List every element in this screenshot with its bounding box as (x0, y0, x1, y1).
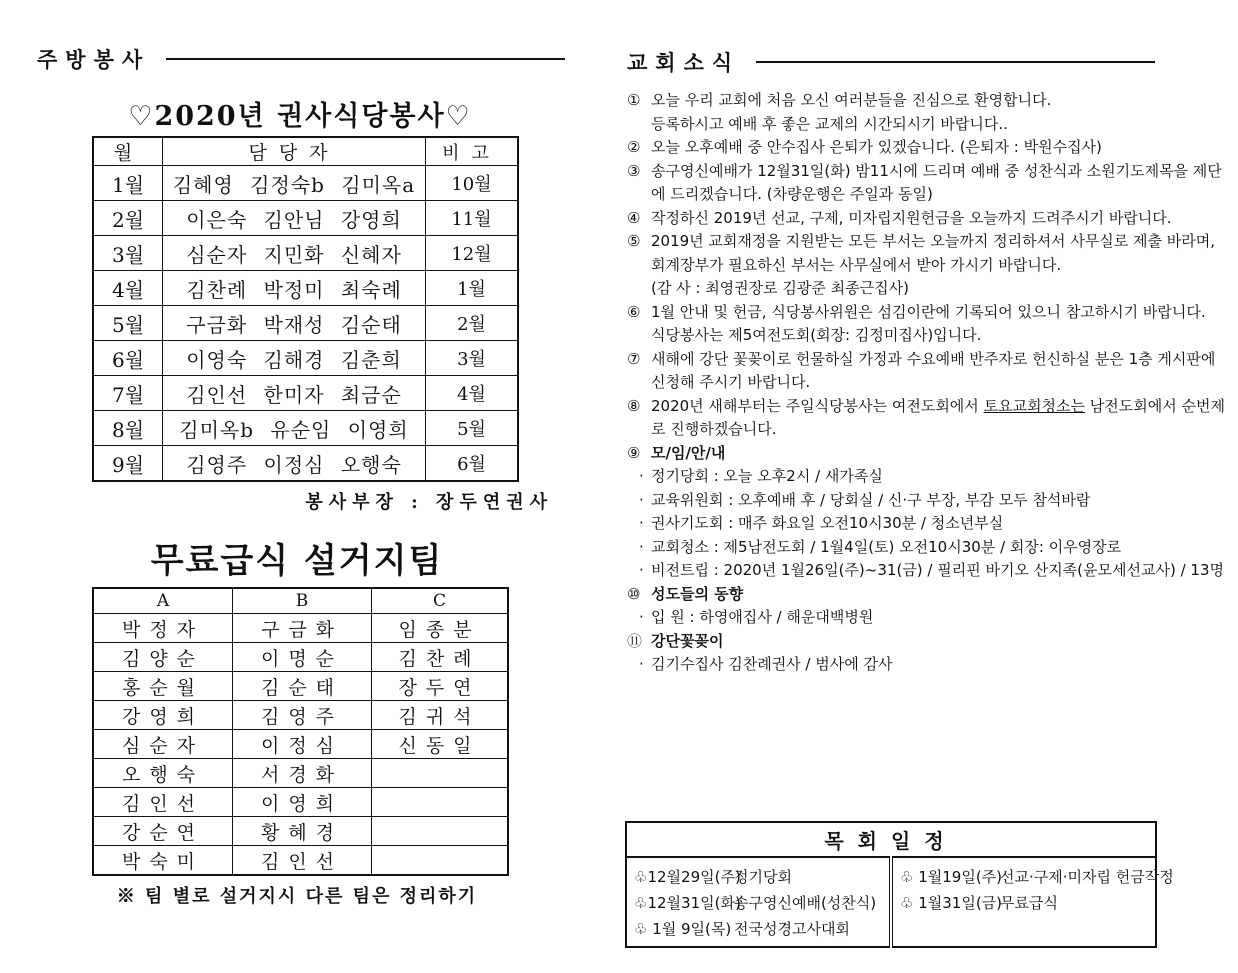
news-item-title: 성도들의 동향 (651, 584, 744, 603)
table-cell: 11월 (426, 201, 519, 236)
news-line (627, 230, 1227, 254)
news-bullet-line (627, 465, 1227, 489)
table-cell: 김찬례 박정미 최숙례 (163, 271, 426, 306)
schedule-date: ♧12월31일(화) (634, 894, 741, 912)
column-header: A (93, 588, 233, 614)
news-bullet-line (627, 512, 1227, 536)
news-text: 새해에 강단 꽃꽂이로 헌물하실 가정과 수요예배 반주자로 헌신하실 분은 1층 게시판에 (651, 349, 1216, 368)
news-text: 남전도회에서 순번제 (1085, 396, 1225, 415)
table-cell: 김인선 (93, 788, 233, 817)
bullet-text: 비전트립 : 2020년 1월26일(주)~31(금) / 필리핀 바기오 산지족(윤모세선교사) / 13명 (651, 561, 1224, 579)
table-cell: 6월 (426, 446, 519, 482)
table-cell: 심순자 지민화 신혜자 (163, 236, 426, 271)
table-cell: 강영희 (93, 701, 233, 730)
news-item-number: ② (627, 138, 641, 156)
news-item (627, 442, 1227, 583)
news-text: 작정하신 2019년 선교, 구제, 미자립지원헌금을 오늘까지 드려주시기 바랍니다. (651, 208, 1172, 227)
table-cell: 김영주 이정심 오행숙 (163, 446, 426, 482)
table-cell: 9월 (93, 446, 163, 482)
bullet-text: 정기당회 : 오늘 오후2시 / 새가족실 (651, 467, 883, 485)
table-cell: 박숙미 (93, 846, 233, 876)
schedule-event: 선교·구제·미자립 헌금작정 (1000, 868, 1174, 886)
table-row (93, 376, 518, 411)
table-cell: 강순연 (93, 817, 233, 846)
table-cell: 이정심 (233, 730, 372, 759)
news-item-number: ⑧ (627, 396, 641, 415)
table-cell: 김양순 (93, 643, 233, 672)
bullet-icon: · (639, 490, 644, 509)
table-cell: 10월 (426, 166, 519, 201)
news-item-number: ③ (627, 161, 641, 180)
schedule-date: ♧ 1월 9일(목) (634, 920, 732, 938)
table-cell: 장두연 (372, 672, 509, 701)
table-cell: 이영숙 김해경 김춘희 (163, 341, 426, 376)
news-item-title: 모/임/안/내 (651, 443, 726, 462)
news-item-number: ⑨ (627, 443, 641, 462)
table-cell: 김혜영 김정숙b 김미옥a (163, 166, 426, 201)
table-cell: 2월 (93, 201, 163, 236)
table-row (93, 236, 518, 271)
news-text: 회계장부가 필요하신 부서는 사무실에서 받아 가시기 바랍니다. (651, 255, 1062, 274)
news-bullet-line (627, 559, 1227, 583)
table-cell: 김미옥b 유순임 이영희 (163, 411, 426, 446)
schedule-entry (634, 890, 883, 916)
table-cell: 1월 (426, 271, 519, 306)
deaconess-table-body (93, 166, 518, 482)
table-cell: 신동일 (372, 730, 509, 759)
schedule-entry (634, 864, 883, 890)
news-line (627, 442, 1227, 466)
table-cell: 8월 (93, 411, 163, 446)
news-text: (감 사 : 최영권장로 김광준 최종근집사) (651, 279, 909, 297)
bullet-icon: · (639, 561, 644, 579)
news-text: 오늘 우리 교회에 처음 오신 여러분들을 진심으로 환영합니다. (651, 91, 1052, 109)
news-item (627, 230, 1227, 301)
bullet-icon: · (639, 655, 644, 673)
news-item-number: ⑦ (627, 349, 641, 368)
news-line (627, 418, 1227, 442)
column-header: C (372, 588, 509, 614)
schedule-title: 목회일정 (626, 822, 1156, 857)
news-line (627, 207, 1227, 231)
news-item-title: 강단꽃꽂이 (651, 631, 724, 650)
schedule-title-row (626, 822, 1156, 857)
news-text: 식당봉사는 제5여전도회(회장: 김정미집사)입니다. (651, 326, 982, 344)
news-line (627, 183, 1227, 207)
dishwash-team-table (92, 587, 509, 876)
deaconess-table-title: ♡2020년 권사식당봉사♡ (128, 101, 472, 132)
news-line (627, 89, 1227, 113)
schedule-date: ♧12월29일(주) (634, 868, 741, 886)
table-cell: 김영주 (233, 701, 372, 730)
table-cell: 5월 (93, 306, 163, 341)
news-line (627, 254, 1227, 278)
news-bullet-line (627, 606, 1227, 630)
header-row (93, 137, 518, 166)
table-cell: 김인선 한미자 최금순 (163, 376, 426, 411)
table-row (93, 701, 508, 730)
team-cleanup-note: ※ 팀 별로 설거지시 다른 팀은 정리하기 (116, 886, 478, 907)
bullet-text: 교육위원회 : 오후예배 후 / 당회실 / 신·구 부장, 부감 모두 참석바람 (651, 490, 1091, 509)
table-row (93, 446, 518, 482)
church-news-list (627, 89, 1227, 677)
dishwash-team-title: 무료급식 설거지팀 (150, 541, 444, 581)
bullet-icon: · (639, 537, 644, 556)
schedule-left-cell (626, 857, 891, 947)
bullet-icon: · (639, 514, 644, 532)
news-line (627, 371, 1227, 395)
table-cell: 4월 (426, 376, 519, 411)
news-text: 등록하시고 예배 후 좋은 교제의 시간되시기 바랍니다.. (651, 114, 1008, 133)
news-line (627, 277, 1227, 301)
news-item-number: ⑩ (627, 584, 641, 603)
deaconess-duty-table (92, 136, 519, 482)
news-line (627, 395, 1227, 419)
news-item-number: ⑥ (627, 302, 641, 321)
bullet-text: 교회청소 : 제5남전도회 / 1월4일(토) 오전10시30분 / 회장: 이우영장로 (651, 537, 1122, 556)
table-cell: 1월 (93, 166, 163, 201)
schedule-event: 전국성경고사대회 (734, 920, 850, 938)
news-item (627, 348, 1227, 395)
pastoral-schedule-table (625, 821, 1174, 948)
news-line (627, 113, 1227, 137)
bullet-text: 입 원 : 하영애집사 / 해운대백병원 (651, 608, 874, 626)
bullet-text: 김기수집사 김찬례권사 / 범사에 감사 (651, 655, 893, 673)
news-text: 송구영신예배가 12월31일(화) 밤11시에 드리며 예배 중 성찬식과 소원기도제목을 제단 (651, 161, 1222, 180)
table-cell: 오행숙 (93, 759, 233, 788)
schedule-entry (900, 864, 1174, 890)
news-text: 1월 안내 및 헌금, 식당봉사위원은 섬김이란에 기록되어 있으니 참고하시기 바랍니다. (651, 302, 1206, 321)
bullet-text: 권사기도회 : 매주 화요일 오전10시30분 / 청소년부실 (651, 514, 1004, 532)
table-cell (372, 817, 509, 846)
table-cell: 5월 (426, 411, 519, 446)
table-cell: 4월 (93, 271, 163, 306)
table-cell: 임종분 (372, 614, 509, 643)
table-row (93, 759, 508, 788)
news-item (627, 207, 1227, 231)
column-header: 비고 (426, 137, 519, 166)
schedule-body-row (626, 857, 1156, 947)
news-item-number: ⑪ (627, 631, 643, 650)
church-news-title: 교회소식 (627, 50, 741, 75)
table-cell: 홍순월 (93, 672, 233, 701)
table-cell: 심순자 (93, 730, 233, 759)
column-header: 담당자 (163, 137, 426, 166)
news-item (627, 136, 1227, 160)
header-rule (166, 58, 565, 60)
table-cell: 2월 (426, 306, 519, 341)
table-cell: 구금화 박재성 김순태 (163, 306, 426, 341)
table-cell: 3월 (93, 236, 163, 271)
table-cell: 이은숙 김안님 강영희 (163, 201, 426, 236)
table-cell: 6월 (93, 341, 163, 376)
kitchen-service-title: 주방봉사 (37, 47, 151, 72)
news-bullet-line (627, 653, 1227, 677)
table-row (93, 201, 518, 236)
table-row (93, 817, 508, 846)
table-cell: 김인선 (233, 846, 372, 876)
table-cell: 김순태 (233, 672, 372, 701)
table-cell: 3월 (426, 341, 519, 376)
column-header: 월 (93, 137, 163, 166)
news-item-number: ⑤ (627, 232, 641, 250)
bullet-icon: · (639, 467, 644, 485)
table-cell: 12월 (426, 236, 519, 271)
table-cell: 이명순 (233, 643, 372, 672)
news-line (627, 324, 1227, 348)
news-text: 에 드리겠습니다. (차량운행은 주일과 동일) (651, 185, 933, 203)
church-news-header (627, 47, 1155, 77)
news-text: 2020년 새해부터는 주일식당봉사는 여전도회에서 (651, 396, 984, 415)
table-row (93, 614, 508, 643)
schedule-event: 무료급식 (1000, 894, 1058, 912)
news-line (627, 348, 1227, 372)
news-bullet-line (627, 536, 1227, 560)
news-text: 신청해 주시기 바랍니다. (651, 373, 811, 391)
news-item-number: ① (627, 91, 641, 109)
news-line (627, 301, 1227, 325)
column-header: B (233, 588, 372, 614)
schedule-event: 송구영신예배(성찬식) (734, 894, 877, 912)
schedule-date: ♧ 1월31일(금) (900, 894, 1003, 912)
table-row (93, 341, 518, 376)
dishwash-table-body (93, 614, 508, 876)
table-row (93, 672, 508, 701)
table-cell: 이영희 (233, 788, 372, 817)
news-item (627, 630, 1227, 677)
header-rule (756, 61, 1155, 63)
dishwash-table-head (93, 588, 508, 614)
table-cell: 서경화 (233, 759, 372, 788)
table-cell: 김귀석 (372, 701, 509, 730)
table-row (93, 643, 508, 672)
table-cell (372, 788, 509, 817)
table-row (93, 306, 518, 341)
schedule-entry (634, 916, 883, 942)
news-item (627, 395, 1227, 442)
news-text: 2019년 교회재정을 지원받는 모든 부서는 오늘까지 정리하셔서 사무실로 제출 바라며, (651, 232, 1216, 250)
table-cell: 박정자 (93, 614, 233, 643)
table-cell (372, 846, 509, 876)
news-item-number: ④ (627, 208, 641, 227)
news-item (627, 89, 1227, 136)
news-item (627, 301, 1227, 348)
news-line (627, 160, 1227, 184)
deaconess-table-head (93, 137, 518, 166)
news-text: 오늘 오후예배 중 안수집사 은퇴가 있겠습니다. (은퇴자 : 박원수집사) (651, 138, 1102, 156)
table-row (93, 730, 508, 759)
schedule-event: 정기당회 (734, 868, 792, 886)
schedule-table-head (626, 822, 1156, 857)
schedule-entry (900, 890, 1149, 916)
table-cell: 황혜경 (233, 817, 372, 846)
table-row (93, 846, 508, 876)
schedule-table-body (626, 857, 1174, 947)
news-line (627, 630, 1227, 654)
news-text: 로 진행하겠습니다. (651, 420, 777, 438)
news-line (627, 136, 1227, 160)
news-text-underlined: 토요교회청소는 (983, 396, 1085, 415)
table-cell: 구금화 (233, 614, 372, 643)
table-row (93, 271, 518, 306)
schedule-date: ♧ 1월19일(주) (900, 868, 1003, 886)
table-row (93, 411, 518, 446)
table-cell: 김찬례 (372, 643, 509, 672)
table-cell: 7월 (93, 376, 163, 411)
service-chief-note: 봉사부장 : 장두연권사 (305, 492, 553, 513)
table-row (93, 788, 508, 817)
news-bullet-line (627, 489, 1227, 513)
news-item (627, 160, 1227, 207)
table-row (93, 166, 518, 201)
schedule-right-cell (891, 857, 1174, 947)
news-line (627, 583, 1227, 607)
table-cell (372, 759, 509, 788)
bullet-icon: · (639, 608, 644, 626)
header-row (93, 588, 508, 614)
kitchen-service-header (37, 44, 565, 74)
news-item (627, 583, 1227, 630)
